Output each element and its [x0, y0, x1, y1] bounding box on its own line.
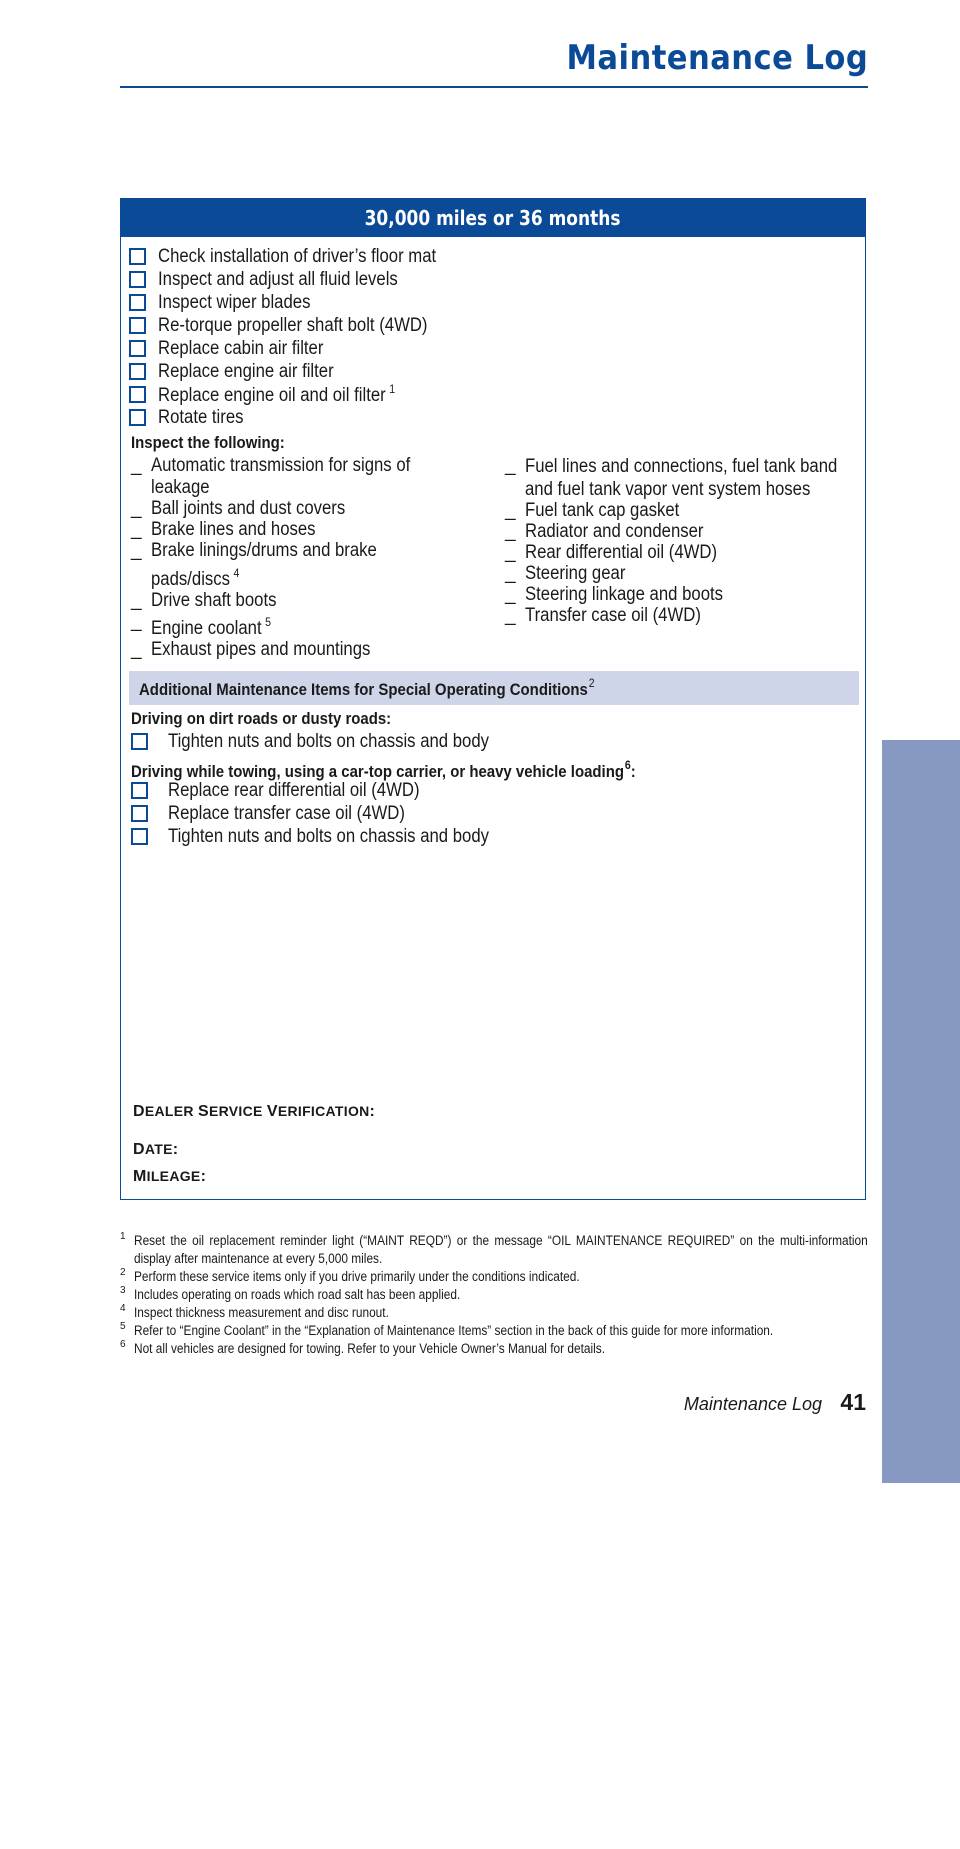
mileage-label: MILEAGE: [133, 1168, 207, 1185]
inspect-item: _ Steering linkage and boots [505, 584, 723, 605]
checklist-item: Tighten nuts and bolts on chassis and body [131, 825, 533, 848]
section-tab[interactable] [882, 740, 960, 1849]
footer-section-label: Maintenance Log [683, 1394, 822, 1414]
inspect-list-left [131, 455, 461, 660]
inspect-item: _ Brake lines and hoses [131, 519, 316, 540]
checkbox[interactable] [131, 733, 148, 750]
checklist-item: Re-torque propeller shaft bolt (4WD) [129, 314, 474, 337]
checkbox[interactable] [129, 409, 146, 426]
additional-items-heading: Additional Maintenance Items for Special Operating Conditions$^2$ [129, 671, 859, 705]
inspect-item: _ Automatic transmission for signs of leakage [131, 455, 411, 498]
dusty-roads-heading: Driving on dirt roads or dusty roads: [131, 709, 392, 728]
page-title: Maintenance Log [566, 38, 868, 78]
inspect-item: _ Rear differential oil (4WD) [505, 542, 718, 563]
footnotes [120, 1232, 868, 1358]
checklist-item: Inspect and adjust all fluid levels [129, 268, 474, 291]
footnote-ref: 6 [624, 758, 631, 772]
footnote: 3 Includes operating on roads which road salt has been applied. [120, 1285, 461, 1302]
footnote: 2 Perform these service items only if you drive primarily under the conditions indicated. [120, 1267, 580, 1284]
footnote-ref: 5 [265, 615, 272, 629]
footnote-ref: 1 [389, 382, 396, 396]
towing-heading: Driving while towing, using a car-top carrier, or heavy vehicle loading$^6$: [131, 758, 636, 781]
checkbox[interactable] [129, 248, 146, 265]
footnote: 5 Refer to “Engine Coolant” in the “Explanation of Maintenance Items” section in the back of this guide for more information. [120, 1321, 774, 1338]
inspect-item: _ Steering gear [505, 563, 626, 584]
inspect-item: _ Exhaust pipes and mountings [131, 639, 371, 660]
checklist-item: Replace cabin air filter [129, 337, 474, 360]
checkbox[interactable] [131, 828, 148, 845]
checklist-item: Inspect wiper blades [129, 291, 474, 314]
checklist-item: Rotate tires [129, 406, 474, 429]
inspect-item: _ Fuel tank cap gasket [505, 500, 680, 521]
dealer-verification-label: DEALER SERVICE VERIFICATION: [133, 1103, 376, 1120]
footnote: 4 Inspect thickness measurement and disc runout. [120, 1303, 389, 1320]
checklist-item: Replace engine air filter [129, 360, 474, 383]
inspect-heading: Inspect the following: [131, 433, 285, 452]
interval-heading [121, 199, 865, 237]
checklist-item: Check installation of driver’s floor mat [129, 245, 474, 268]
checkbox[interactable] [131, 782, 148, 799]
footnote: 1 Reset the oil replacement reminder light (“MAINT REQD”) or the message “OIL MAINTENANCE REQUIRED” on the multi-information display after maintenance at every 5,000 miles. [120, 1231, 868, 1266]
checkbox[interactable] [129, 363, 146, 380]
checklist-item: Replace transfer case oil (4WD) [131, 802, 533, 825]
page-number: 41 [840, 1389, 866, 1415]
checklist-item: Replace rear differential oil (4WD) [131, 779, 533, 802]
inspect-item: _ Engine coolant $^5$ [131, 611, 272, 639]
service-checklist [129, 245, 474, 429]
checkbox[interactable] [131, 805, 148, 822]
inspect-item: _ Ball joints and dust covers [131, 498, 346, 519]
checkbox[interactable] [129, 271, 146, 288]
checklist-item: Tighten nuts and bolts on chassis and body [131, 730, 533, 753]
footnote: 6 Not all vehicles are designed for towing. Refer to your Vehicle Owner’s Manual for details. [120, 1339, 606, 1356]
checkbox[interactable] [129, 317, 146, 334]
checkbox[interactable] [129, 386, 146, 403]
checkbox[interactable] [129, 294, 146, 311]
inspect-item: _ Radiator and condenser [505, 521, 704, 542]
footnote-ref: 4 [233, 566, 240, 580]
inspect-item: _ Fuel lines and connections, fuel tank band and fuel tank vapor vent system hoses [505, 455, 838, 500]
maintenance-box [120, 198, 866, 1200]
section-tab-label: MAINTENANCE [906, 1630, 936, 1849]
interval-heading-text: 30,000 miles or 36 months [365, 206, 621, 230]
inspect-list-right [505, 455, 855, 626]
checkbox[interactable] [129, 340, 146, 357]
checklist-item: Replace engine oil and oil filter $^1$ [129, 383, 474, 406]
date-label: DATE: [133, 1141, 179, 1158]
inspect-item: _ Transfer case oil (4WD) [505, 605, 701, 626]
inspect-item: _ Drive shaft boots [131, 590, 277, 611]
towing-list [131, 779, 533, 848]
inspect-item: _ Brake linings/drums and brake pads/discs $^4$ [131, 540, 377, 590]
title-rule [120, 86, 868, 88]
dusty-roads-list [131, 730, 533, 753]
footnote-ref: 2 [588, 676, 595, 690]
